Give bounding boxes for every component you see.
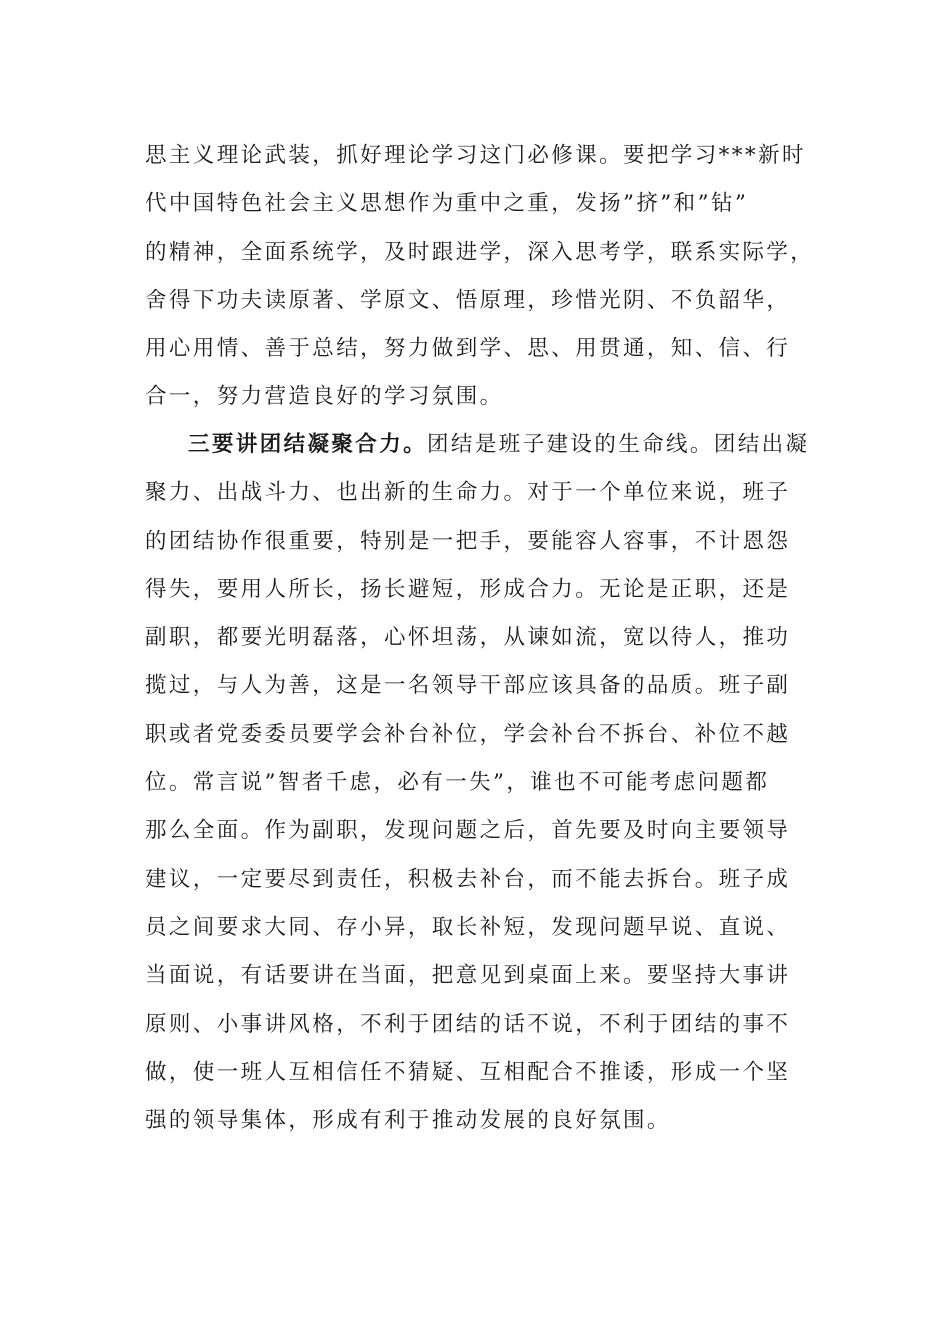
text-line: 合一，努力营造良好的学习氛围。 [145, 384, 504, 410]
paragraph-unity [145, 421, 810, 1145]
text-line: 当面说，有话要讲在当面，把意见到桌面上来。要坚持大事讲 [145, 963, 791, 989]
text-line: 位。常言说”智者千虑，必有一失”，谁也不可能考虑问题都 [145, 770, 770, 796]
text-line: 聚力、出战斗力、也出新的生命力。对于一个单位来说，班子 [145, 480, 791, 506]
text-line-first [145, 421, 810, 469]
paragraph-heading: 三要讲团结凝聚合力。 [188, 432, 428, 457]
text-line: 做，使一班人互相信任不猜疑、互相配合不推诿，形成一个坚 [145, 1059, 791, 1085]
text-line: 员之间要求大同、存小异，取长补短，发现问题早说、直说、 [145, 914, 791, 940]
text-line: 的精神，全面系统学，及时跟进学，深入思考学，联系实际学， [145, 239, 815, 265]
text-line: 代中国特色社会主义思想作为重中之重，发扬”挤”和”钻” [145, 191, 749, 217]
text-line: 原则、小事讲风格，不利于团结的话不说，不利于团结的事不 [145, 1011, 791, 1037]
text-line: 用心用情、善于总结，努力做到学、思、用贯通，知、信、行 [145, 336, 791, 362]
text-line: 得失，要用人所长，扬长避短，形成合力。无论是正职，还是 [145, 576, 791, 602]
paragraph-theory-study [145, 132, 815, 422]
text-line: 建议，一定要尽到责任，积极去补台，而不能去拆台。班子成 [145, 866, 791, 892]
text-line: 副职，都要光明磊落，心怀坦荡，从谏如流，宽以待人，推功 [145, 625, 791, 651]
text-line: 思主义理论武装，抓好理论学习这门必修课。要把学习***新时 [145, 143, 806, 168]
text-line: 那么全面。作为副职，发现问题之后，首先要及时向主要领导 [145, 818, 791, 844]
text-line: 强的领导集体，形成有利于推动发展的良好氛围。 [145, 1108, 671, 1134]
text-line: 的团结协作很重要，特别是一把手，要能容人容事，不计恩怨 [145, 528, 791, 554]
text-line: 职或者党委委员要学会补台补位，学会补台不拆台、补位不越 [145, 721, 791, 747]
text-line: 舍得下功夫读原著、学原文、悟原理，珍惜光阴、不负韶华， [145, 287, 791, 313]
heading-line-rest: 团结是班子建设的生命线。团结出凝 [427, 432, 810, 457]
text-line: 揽过，与人为善，这是一名领导干部应该具备的品质。班子副 [145, 673, 791, 699]
